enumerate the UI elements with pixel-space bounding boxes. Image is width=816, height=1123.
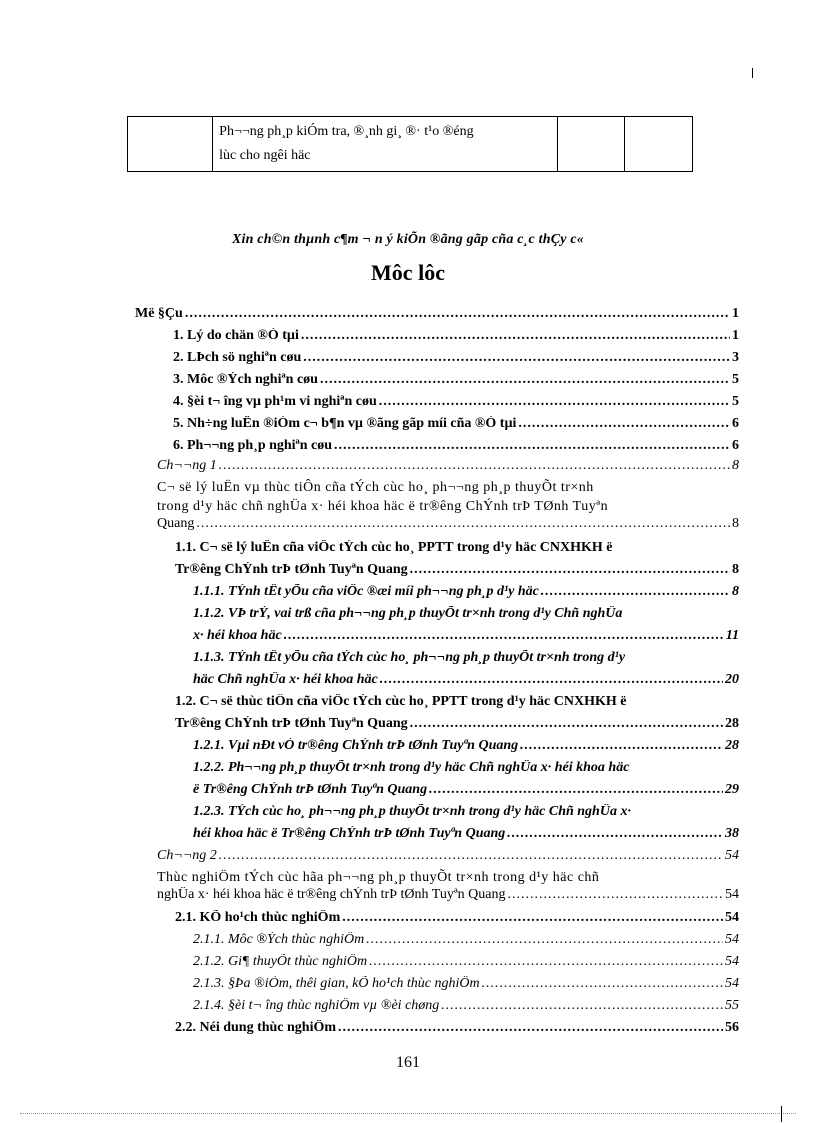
toc-entry-title: Tr®êng ChÝnh trÞ tØnh Tuyªn Quang <box>175 562 408 577</box>
toc-entry-page: 54 <box>725 910 739 925</box>
toc-entry-line <box>175 540 739 556</box>
toc-entry[interactable] <box>173 328 739 344</box>
toc-entry[interactable] <box>175 716 739 732</box>
toc-entry-line <box>193 650 739 666</box>
toc-entry-page: 54 <box>725 976 739 991</box>
toc-entry-title: 4. §èi t¬ îng vµ ph¹m vi nghiªn cøu <box>173 394 377 409</box>
toc-entry-chapter[interactable] <box>157 458 739 474</box>
crop-mark-bottom <box>781 1106 782 1122</box>
toc-entry-title: nghÜa x· héi khoa häc ë tr®êng chÝnh trÞ tØnh Tuyªn Quang <box>157 887 506 902</box>
toc-entry-page: 1 <box>732 306 739 321</box>
toc-entry-page: 8 <box>732 584 739 599</box>
toc-entry-page: 6 <box>732 416 739 431</box>
toc-entry-page: 55 <box>725 998 739 1013</box>
toc-entry-page: 8 <box>732 562 739 577</box>
toc-entry[interactable] <box>193 932 739 948</box>
toc-entry-title: Ch¬¬ng 1 <box>157 458 217 473</box>
toc-entry-title: 2.1.1. Môc ®Ých thùc nghiÖm <box>193 932 365 947</box>
page-number: 161 <box>396 1054 420 1071</box>
toc-entry-page: 54 <box>725 848 739 863</box>
toc-entry-line <box>193 804 739 820</box>
toc-entry[interactable] <box>173 416 739 432</box>
toc-entry-page: 29 <box>725 782 739 797</box>
toc-entry-title: 1.1.2. VÞ trÝ, vai trß cña ph¬¬ng ph¸p thuyÕt tr×nh trong d¹y Chñ nghÜa <box>193 606 623 621</box>
page-edge-divider <box>20 1113 796 1114</box>
toc-entry-title: ë Tr®êng ChÝnh trÞ tØnh Tuyªn Quang <box>193 782 428 797</box>
toc-entry-page: 5 <box>732 372 739 387</box>
toc-entry[interactable] <box>193 782 739 798</box>
toc-entry-page: 8 <box>732 516 739 531</box>
table-cell-line: lùc cho ngêi häc <box>219 148 311 163</box>
toc-entry-title: 2.1.3. §Þa ®iÓm, thêi gian, kÕ ho¹ch thùc nghiÖm <box>193 976 480 991</box>
chapter-title-line: Thùc nghiÖm tÝch cùc hãa ph¬¬ng ph¸p thuyÕt tr×nh trong d¹y häc chñ <box>157 870 600 885</box>
toc-entry-page: 54 <box>725 932 739 947</box>
table-cell-empty <box>128 117 213 172</box>
toc-entry-title: 1.2.2. Ph¬¬ng ph¸p thuyÕt tr×nh trong d¹y häc Chñ nghÜa x· héi khoa häc <box>193 760 630 775</box>
table-row <box>128 117 693 172</box>
toc-entry-title: 6. Ph¬¬ng ph¸p nghiªn cøu <box>173 438 333 453</box>
toc-entry-line <box>193 760 739 776</box>
toc-entry-title: 1.2. C¬ së thùc tiÔn cña viÖc tÝch cùc ho¸ PPTT trong d¹y häc CNXHKH ë <box>175 694 627 709</box>
chapter-title-line: C¬ së lý luËn vµ thùc tiÔn cña tÝch cùc ho¸ ph¬¬ng ph¸p thuyÕt tr×nh <box>157 480 594 495</box>
toc-entry-title: Ch¬¬ng 2 <box>157 848 217 863</box>
toc-entry[interactable] <box>175 562 739 578</box>
toc-entry-title: 1.1.1. TÝnh tÊt yÕu cña viÖc ®æi míi ph¬¬ng ph¸p d¹y häc <box>193 584 539 599</box>
toc-entry[interactable] <box>175 1020 739 1036</box>
toc-entry[interactable] <box>173 438 739 454</box>
toc-entry-page: 8 <box>732 458 739 473</box>
toc-entry-page: 1 <box>732 328 739 343</box>
toc-entry[interactable] <box>157 887 739 903</box>
toc-entry[interactable] <box>157 516 739 532</box>
toc-entry-page: 28 <box>725 716 739 731</box>
toc-entry[interactable] <box>193 672 739 688</box>
toc-entry[interactable] <box>175 910 739 926</box>
toc-entry-line <box>193 606 739 622</box>
toc-entry-title: Quang <box>157 516 195 531</box>
toc-entry-page: 56 <box>725 1020 739 1035</box>
toc-entry[interactable] <box>193 584 739 600</box>
toc-entry[interactable] <box>135 306 739 322</box>
toc-entry-page: 54 <box>725 887 739 902</box>
table-cell-empty <box>625 117 693 172</box>
toc-entry-title: 2.1.4. §èi t¬ îng thùc nghiÖm vµ ®èi chøng <box>193 998 440 1013</box>
toc-entry-title: 1.2.3. TÝch cùc ho¸ ph¬¬ng ph¸p thuyÕt tr×nh trong d¹y häc Chñ nghÜa x· <box>193 804 631 819</box>
toc-entry-title: 1.1. C¬ së lý luËn cña viÖc tÝch cùc ho¸ PPTT trong d¹y häc CNXHKH ë <box>175 540 613 555</box>
chapter-title <box>157 478 739 516</box>
toc-entry-title: x· héi khoa häc <box>193 628 282 643</box>
toc-entry-chapter[interactable] <box>157 848 739 864</box>
toc-entry-title: 3. Môc ®Ých nghiªn cøu <box>173 372 318 387</box>
page-title: Môc lôc <box>371 260 445 285</box>
toc-entry-title: 1.2.1. Vµi nÐt vÒ tr®êng ChÝnh trÞ tØnh Tuyªn Quang <box>193 738 519 753</box>
toc-entry[interactable] <box>193 998 739 1014</box>
crop-mark-right <box>752 68 753 78</box>
toc-entry-title: 5. Nh÷ng luËn ®iÓm c¬ b¶n vµ ®ãng gãp míi cña ®Ò tµi <box>173 416 517 431</box>
toc-entry[interactable] <box>173 372 739 388</box>
toc-entry-page: 38 <box>725 826 739 841</box>
table-cell-text <box>213 117 558 172</box>
table-cell-line: Ph¬¬ng ph¸p kiÓm tra, ®¸nh gi¸ ®· t¹o ®éng <box>219 124 474 139</box>
toc-entry-line <box>175 694 739 710</box>
toc-entry-title: 2.1.2. Gi¶ thuyÕt thùc nghiÖm <box>193 954 368 969</box>
toc-entry[interactable] <box>193 826 739 842</box>
toc-entry-title: 1.1.3. TÝnh tÊt yÕu cña tÝch cùc ho¸ ph¬¬ng ph¸p thuyÕt tr×nh trong d¹y <box>193 650 626 665</box>
toc-entry-title: héi khoa häc ë Tr®êng ChÝnh trÞ tØnh Tuyªn Quang <box>193 826 506 841</box>
toc-entry-title: Tr®êng ChÝnh trÞ tØnh Tuyªn Quang <box>175 716 408 731</box>
table-cell-empty <box>557 117 625 172</box>
toc-entry[interactable] <box>173 350 739 366</box>
chapter-title-line: trong d¹y häc chñ nghÜa x· héi khoa häc ë tr®êng ChÝnh trÞ TØnh Tuyªn <box>157 499 609 514</box>
toc-entry-page: 11 <box>725 628 739 643</box>
toc-entry-page: 3 <box>732 350 739 365</box>
toc-entry[interactable] <box>193 976 739 992</box>
toc-entry-page: 20 <box>725 672 739 687</box>
chapter-title <box>157 868 739 887</box>
toc-entry-title: 1. Lý do chän ®Ò tµi <box>173 328 299 343</box>
toc-entry-page: 28 <box>725 738 739 753</box>
toc-entry[interactable] <box>193 738 739 754</box>
toc-entry-page: 6 <box>732 438 739 453</box>
toc-entry-title: 2. LÞch sö nghiªn cøu <box>173 350 302 365</box>
toc-entry[interactable] <box>193 954 739 970</box>
thanks-note: Xin ch©n thµnh c¶m ¬ n ý kiÕn ®ãng gãp cña c¸c thÇy c« <box>231 232 585 247</box>
toc-entry-title: 2.1. KÕ ho¹ch thùc nghiÖm <box>175 910 341 925</box>
toc-entry-page: 54 <box>725 954 739 969</box>
toc-entry-title: Më §Çu <box>135 306 183 321</box>
continuation-table <box>127 116 693 172</box>
toc-entry[interactable] <box>193 628 739 644</box>
toc-entry-title: häc Chñ nghÜa x· héi khoa häc <box>193 672 378 687</box>
toc-entry-title: 2.2. Néi dung thùc nghiÖm <box>175 1020 337 1035</box>
toc-entry-page: 5 <box>732 394 739 409</box>
toc-entry[interactable] <box>173 394 739 410</box>
